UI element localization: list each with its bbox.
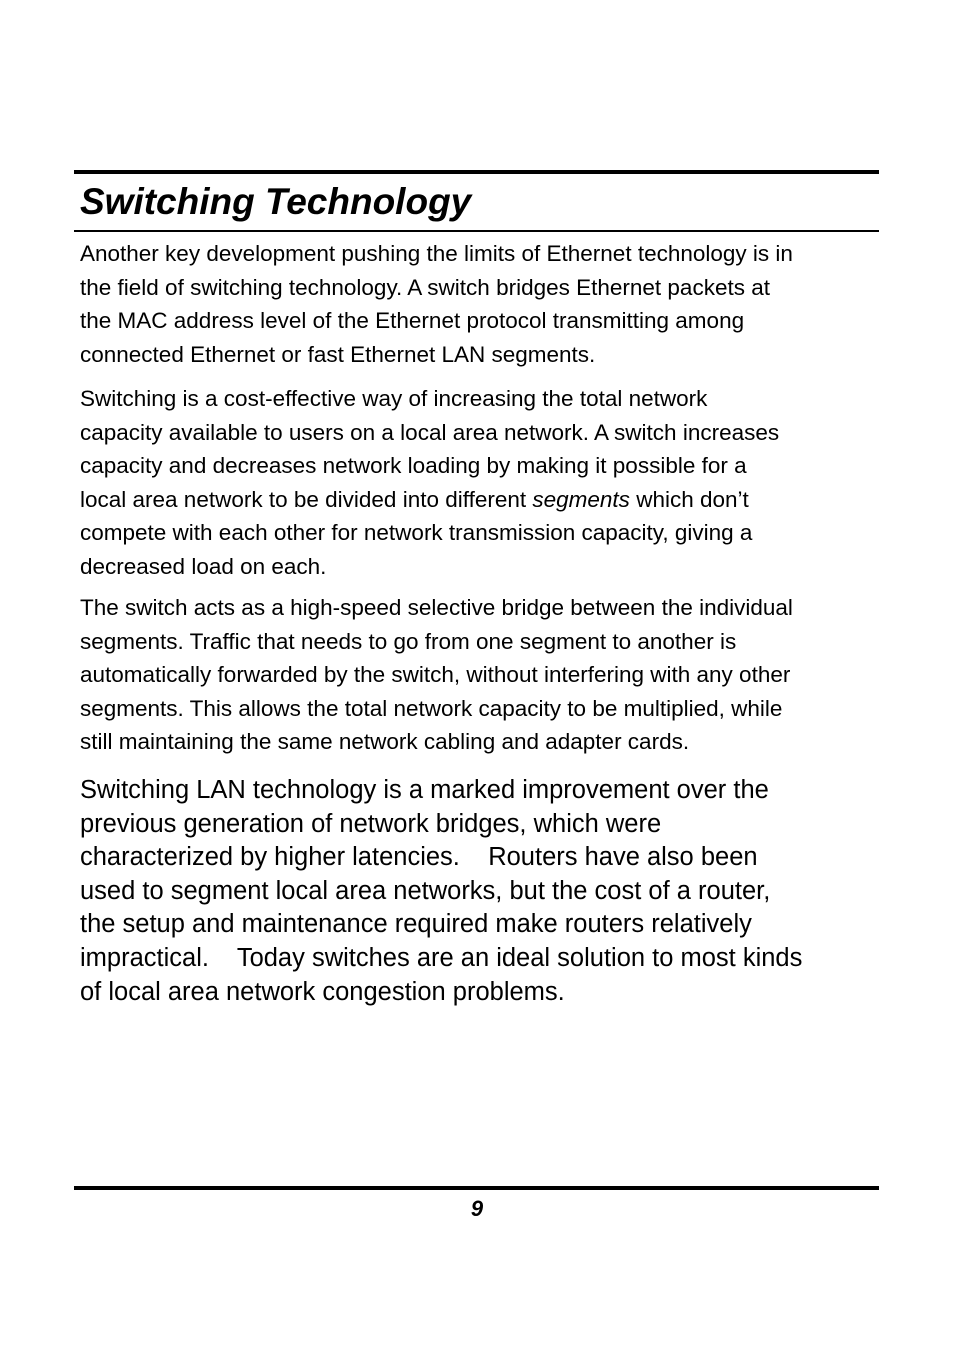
page-number: 9: [470, 1196, 484, 1221]
paragraph-4: [80, 774, 880, 1009]
paragraph-line: compete with each other for network transmission capacity, giving a: [80, 520, 753, 546]
paragraph-line: [80, 483, 880, 517]
paragraph-line: the setup and maintenance required make routers relatively: [80, 910, 752, 939]
paragraph-line: still maintaining the same network cabling and adapter cards.: [80, 729, 690, 755]
paragraph-line: segments. Traffic that needs to go from one segment to another is: [80, 628, 737, 654]
paragraph-line: characterized by higher latencies. Routers have also been: [80, 843, 758, 872]
paragraph-line: used to segment local area networks, but the cost of a router,: [80, 876, 771, 905]
paragraph-line: automatically forwarded by the switch, without interfering with any other: [80, 662, 791, 688]
paragraph-line: Switching is a cost-effective way of increasing the total network: [80, 386, 708, 411]
paragraph-line-text: which don’t: [629, 486, 749, 512]
emphasis-segments: segments: [532, 486, 630, 512]
paragraph-line: previous generation of network bridges, which were: [80, 809, 662, 838]
paragraph-line-text: local area network to be divided into different: [80, 486, 533, 512]
paragraph-line: decreased load on each.: [80, 553, 327, 579]
paragraph-line: the MAC address level of the Ethernet protocol transmitting among: [80, 308, 745, 334]
page-title: Switching Technology: [80, 181, 472, 222]
top-rule: [74, 170, 879, 174]
paragraph-2: [80, 382, 880, 584]
title-rule: [74, 230, 879, 232]
paragraph-line: impractical. Today switches are an ideal solution to most kinds: [80, 943, 803, 972]
paragraph-1: [80, 237, 880, 371]
paragraph-3: [80, 591, 880, 759]
paragraph-line: Another key development pushing the limits of Ethernet technology is in: [80, 241, 793, 266]
paragraph-line: capacity and decreases network loading by making it possible for a: [80, 453, 747, 479]
footer-rule: [74, 1186, 879, 1190]
paragraph-line: The switch acts as a high-speed selective bridge between the individual: [80, 595, 793, 620]
paragraph-line: capacity available to users on a local area network. A switch increases: [80, 419, 780, 445]
paragraph-line: of local area network congestion problems.: [80, 977, 565, 1006]
paragraph-line: segments. This allows the total network capacity to be multiplied, while: [80, 695, 783, 721]
paragraph-line: connected Ethernet or fast Ethernet LAN segments.: [80, 341, 596, 367]
paragraph-line: the field of switching technology. A switch bridges Ethernet packets at: [80, 274, 770, 300]
paragraph-line: Switching LAN technology is a marked improvement over the: [80, 776, 769, 804]
